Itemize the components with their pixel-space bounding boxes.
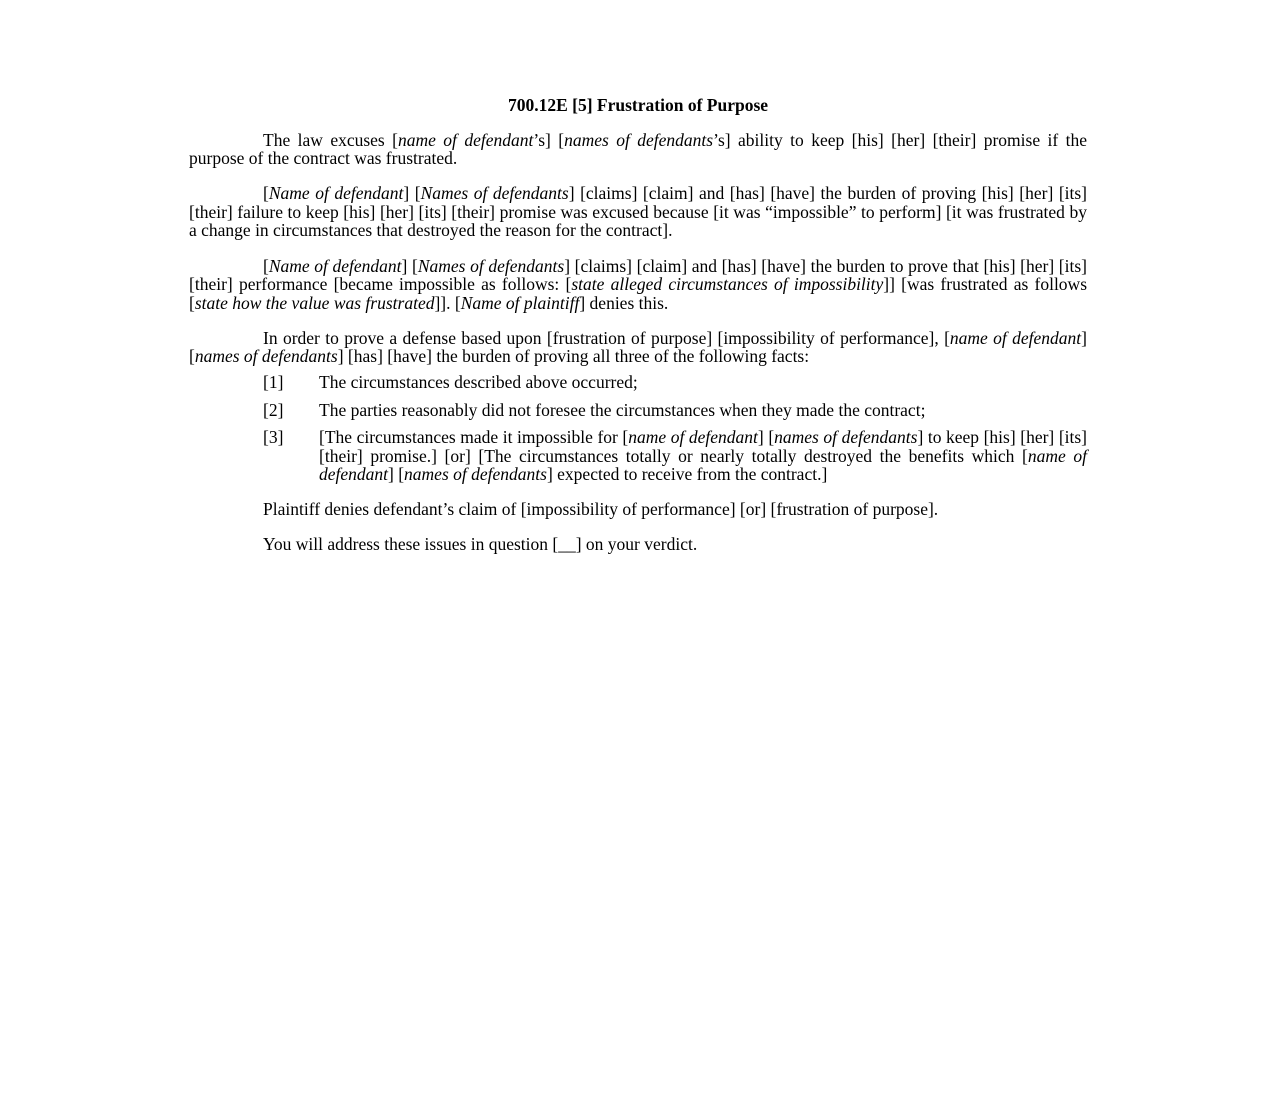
list-item-number: [1] [263, 372, 284, 393]
text-run: ] [ [189, 327, 1087, 367]
placeholder-text: name of defendant [949, 327, 1082, 348]
text-run: ] expected to receive from the contract.] [546, 464, 828, 485]
text-run: [The circumstances made it impossible for [ [319, 427, 629, 448]
text-run: ] denies this. [579, 292, 669, 313]
placeholder-text: state alleged circumstances of impossibility [571, 274, 884, 295]
document-title: 700.12E [5] Frustration of Purpose [507, 95, 769, 115]
text-run: ] [ [401, 255, 418, 276]
text-run: In order to prove a defense based upon [frustration of purpose] [impossibility of performance], [ [263, 327, 950, 348]
paragraph-plaintiff-denies: Plaintiff denies defendant’s claim of [impossibility of performance] [or] [frustration of purpose]. [263, 499, 939, 519]
placeholder-text: Name of defendant [268, 183, 404, 204]
text-run: The law excuses [ [263, 129, 398, 150]
list-item-number: [3] [263, 427, 284, 448]
paragraph-law-excuses [189, 131, 1087, 168]
placeholder-text: names of defendants [564, 129, 714, 150]
text-run: The parties reasonably did not foresee the circumstances when they made the contract; [319, 399, 926, 420]
document-page [189, 96, 1087, 570]
text-run: ]] [was frustrated as follows [ [189, 274, 1087, 313]
text-run: [ [263, 183, 269, 204]
text-run: ] [ [403, 183, 421, 204]
placeholder-text: names of defendants [194, 346, 338, 367]
list-item [189, 428, 1087, 484]
text-run: ’s] [ [533, 129, 565, 150]
placeholder-text: Name of plaintiff [460, 292, 580, 313]
placeholder-text: names of defendants [774, 427, 918, 448]
placeholder-text: name of defendant [397, 129, 534, 150]
list-item [189, 401, 1087, 420]
placeholder-text: Names of defendants [417, 255, 565, 276]
placeholder-text: name of defendant [319, 445, 1087, 485]
text-run: ] [has] [have] the burden of proving all three of the following facts: [337, 346, 810, 367]
text-run: ] [claims] [claim] and [has] [have] the burden to prove that [his] [her] [its] [their] performance [became impossible as follows: [ [189, 255, 1087, 295]
facts-list [189, 373, 1087, 484]
text-run: ] [ [388, 464, 405, 485]
text-run: ’s] ability to keep [his] [her] [their] promise if the purpose of the contract was frustrated. [189, 129, 1087, 169]
text-run: ] [claims] [claim] and [has] [have] the burden of proving [his] [her] [its] [their] failure to keep [his] [her] [its] [their] promise was excused because [it was “impossible” to perform] [it was frustrated by a change in circumstances that destroyed the reason for the contract]. [189, 183, 1088, 241]
placeholder-text: names of defendants [404, 464, 547, 485]
text-run: ]]. [ [434, 292, 461, 313]
paragraph-burden-of-proving [189, 184, 1087, 240]
list-item-text [319, 401, 1087, 420]
list-item-text [319, 373, 1087, 392]
placeholder-text: name of defendant [628, 427, 758, 448]
placeholder-text: Name of defendant [268, 255, 402, 276]
paragraph-burden-to-prove [189, 257, 1087, 313]
placeholder-text: Names of defendants [420, 183, 569, 204]
paragraph-defense-facts [189, 329, 1087, 366]
list-item-number: [2] [263, 399, 284, 420]
list-item-text [319, 428, 1087, 484]
text-run: [ [263, 255, 269, 276]
list-item [189, 373, 1087, 392]
text-run: ] [ [757, 427, 775, 448]
paragraph-verdict-question: You will address these issues in question [__] on your verdict. [263, 534, 698, 555]
text-run: ] to keep [his] [her] [its] [their] promise.] [or] [The circumstances totally or nearly totally destroyed the benefits which [ [319, 427, 1088, 466]
placeholder-text: state how the value was frustrated [194, 292, 435, 313]
text-run: The circumstances described above occurred; [319, 372, 638, 393]
